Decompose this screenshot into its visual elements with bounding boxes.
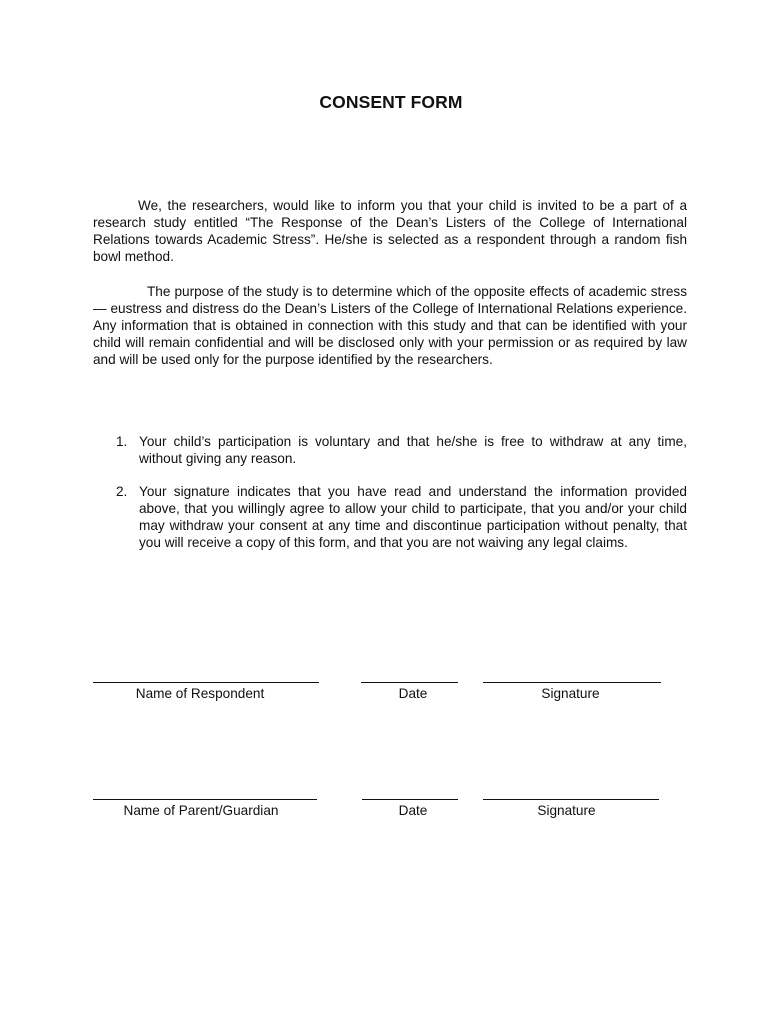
page-title: CONSENT FORM (319, 92, 463, 112)
respondent-date-line (361, 682, 458, 683)
respondent-signature-line (483, 682, 661, 683)
respondent-date-label: Date (398, 686, 428, 701)
guardian-name-line (93, 799, 317, 800)
list-item-number: 1. (116, 434, 128, 449)
respondent-name-label: Name of Respondent (135, 686, 265, 701)
intro-paragraph: We, the researchers, would like to inform you that your child is invited to be a part of a research study entitled “The Response of the Dean’s Listers of the College of International Relations towards Academic Stress”. He/she is selected as a respondent through a random fish bowl method. (93, 198, 687, 264)
list-item-number: 2. (116, 484, 128, 499)
list-item-text: Your signature indicates that you have read and understand the information provided above, that you willingly agree to allow your child to participate, that you and/or your child may withdraw your consent at any time and discontinue participation without penalty, that you will receive a copy of this form, and that you are not waiving any legal claims. (139, 484, 687, 550)
guardian-signature-label: Signature (537, 803, 596, 818)
guardian-date-label: Date (398, 803, 428, 818)
list-item-text: Your child’s participation is voluntary and that he/she is free to withdraw at any time, without giving any reason. (139, 434, 687, 466)
purpose-paragraph: The purpose of the study is to determine which of the opposite effects of academic stress — eustress and distress do the Dean’s Listers of the College of International Relations experience. Any information that is obtained in connection with this study and that can be identified with your child will remain confidential and will be disclosed only with your permission or as required by law and will be used only for the purpose identified by the researchers. (93, 284, 687, 367)
respondent-name-line (93, 682, 319, 683)
respondent-signature-label: Signature (541, 686, 600, 701)
guardian-name-label: Name of Parent/Guardian (123, 803, 279, 818)
guardian-signature-line (483, 799, 659, 800)
guardian-date-line (362, 799, 458, 800)
